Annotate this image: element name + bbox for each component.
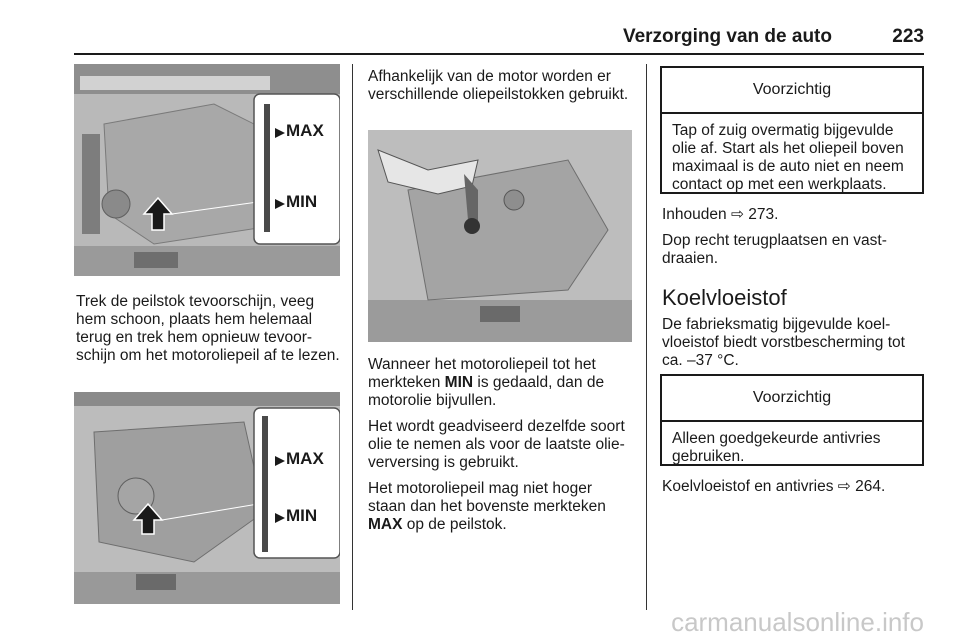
watermark: carmanualsonline.info xyxy=(671,607,924,637)
caution-box-1 xyxy=(660,66,924,194)
col2-paragraph-4-text-b: op de peilstok. xyxy=(402,516,507,533)
figure-dipstick-engine-1 xyxy=(74,64,340,276)
dipstick-min-label-1: MIN xyxy=(286,192,318,211)
dipstick-min-label-2: MIN xyxy=(286,506,318,525)
dipstick-max-label-2: MAX xyxy=(286,449,324,468)
col2-paragraph-4 xyxy=(368,480,630,534)
col2-paragraph-2-text-a: Wanneer het motoroliepeil tot het merkteken xyxy=(368,356,596,391)
page-ref-icon: ⇨ xyxy=(730,206,744,223)
col2-paragraph-2 xyxy=(368,356,630,410)
col1-paragraph-1: Trek de peilstok tevoorschijn, veeg hem schoon, plaats hem helemaal terug en trek hem opnieuw tevoor-schijn om het motoroliepeil af te lezen. xyxy=(76,293,340,364)
page-header-title: Verzorging van de auto xyxy=(622,26,832,47)
col2-paragraph-4-text-a: Het motoroliepeil mag niet hoger staan dan het bovenste merkteken xyxy=(368,480,606,515)
col2-paragraph-2-text-b: is gedaald, dan de motorolie bijvullen. xyxy=(368,374,605,409)
page-ref-icon-2: ⇨ xyxy=(837,478,851,495)
col3-paragraph-1-text: Inhouden xyxy=(662,206,731,223)
col3-paragraph-2: Dop recht terugplaatsen en vast-draaien. xyxy=(662,232,887,267)
column-divider-1 xyxy=(352,64,353,610)
max-mark-label: MAX xyxy=(368,516,403,533)
header-rule xyxy=(74,53,924,55)
col2-paragraph-3: Het wordt geadviseerd dezelfde soort olie te nemen als voor de laatste olie-verversing is gebruikt. xyxy=(368,418,625,471)
dipstick-max-label-1: MAX xyxy=(286,121,324,140)
col3-paragraph-3: De fabrieksmatig bijgevulde koel-vloeistof biedt vorstbescherming tot ca. –37 °C. xyxy=(662,316,905,369)
caution-title-1: Voorzichtig xyxy=(662,68,922,114)
figure-dipstick-engine-2 xyxy=(74,392,340,604)
figure-pouring-oil xyxy=(368,130,632,342)
page-ref-link-264[interactable]: 264. xyxy=(855,478,886,495)
caution-body-1: Tap of zuig overmatig bijgevulde olie af. Start als het oliepeil boven maximaal is de auto niet en neem contact op met een werkplaats. xyxy=(672,122,904,193)
column-divider-2 xyxy=(646,64,647,610)
col3-paragraph-4 xyxy=(662,478,924,496)
page-ref-link-273[interactable]: 273. xyxy=(748,206,779,223)
caution-box-2 xyxy=(660,374,924,466)
col3-paragraph-4-text: Koelvloeistof en antivries xyxy=(662,478,838,495)
page-number: 223 xyxy=(892,26,924,47)
col3-paragraph-1 xyxy=(662,206,924,224)
caution-title-2: Voorzichtig xyxy=(662,376,922,422)
section-heading-coolant: Koelvloeistof xyxy=(662,285,787,310)
caution-body-2: Alleen goedgekeurde antivries gebruiken. xyxy=(672,430,881,465)
col2-paragraph-1: Afhankelijk van de motor worden er verschillende oliepeilstokken gebruikt. xyxy=(368,68,629,103)
min-mark-label: MIN xyxy=(444,374,474,391)
